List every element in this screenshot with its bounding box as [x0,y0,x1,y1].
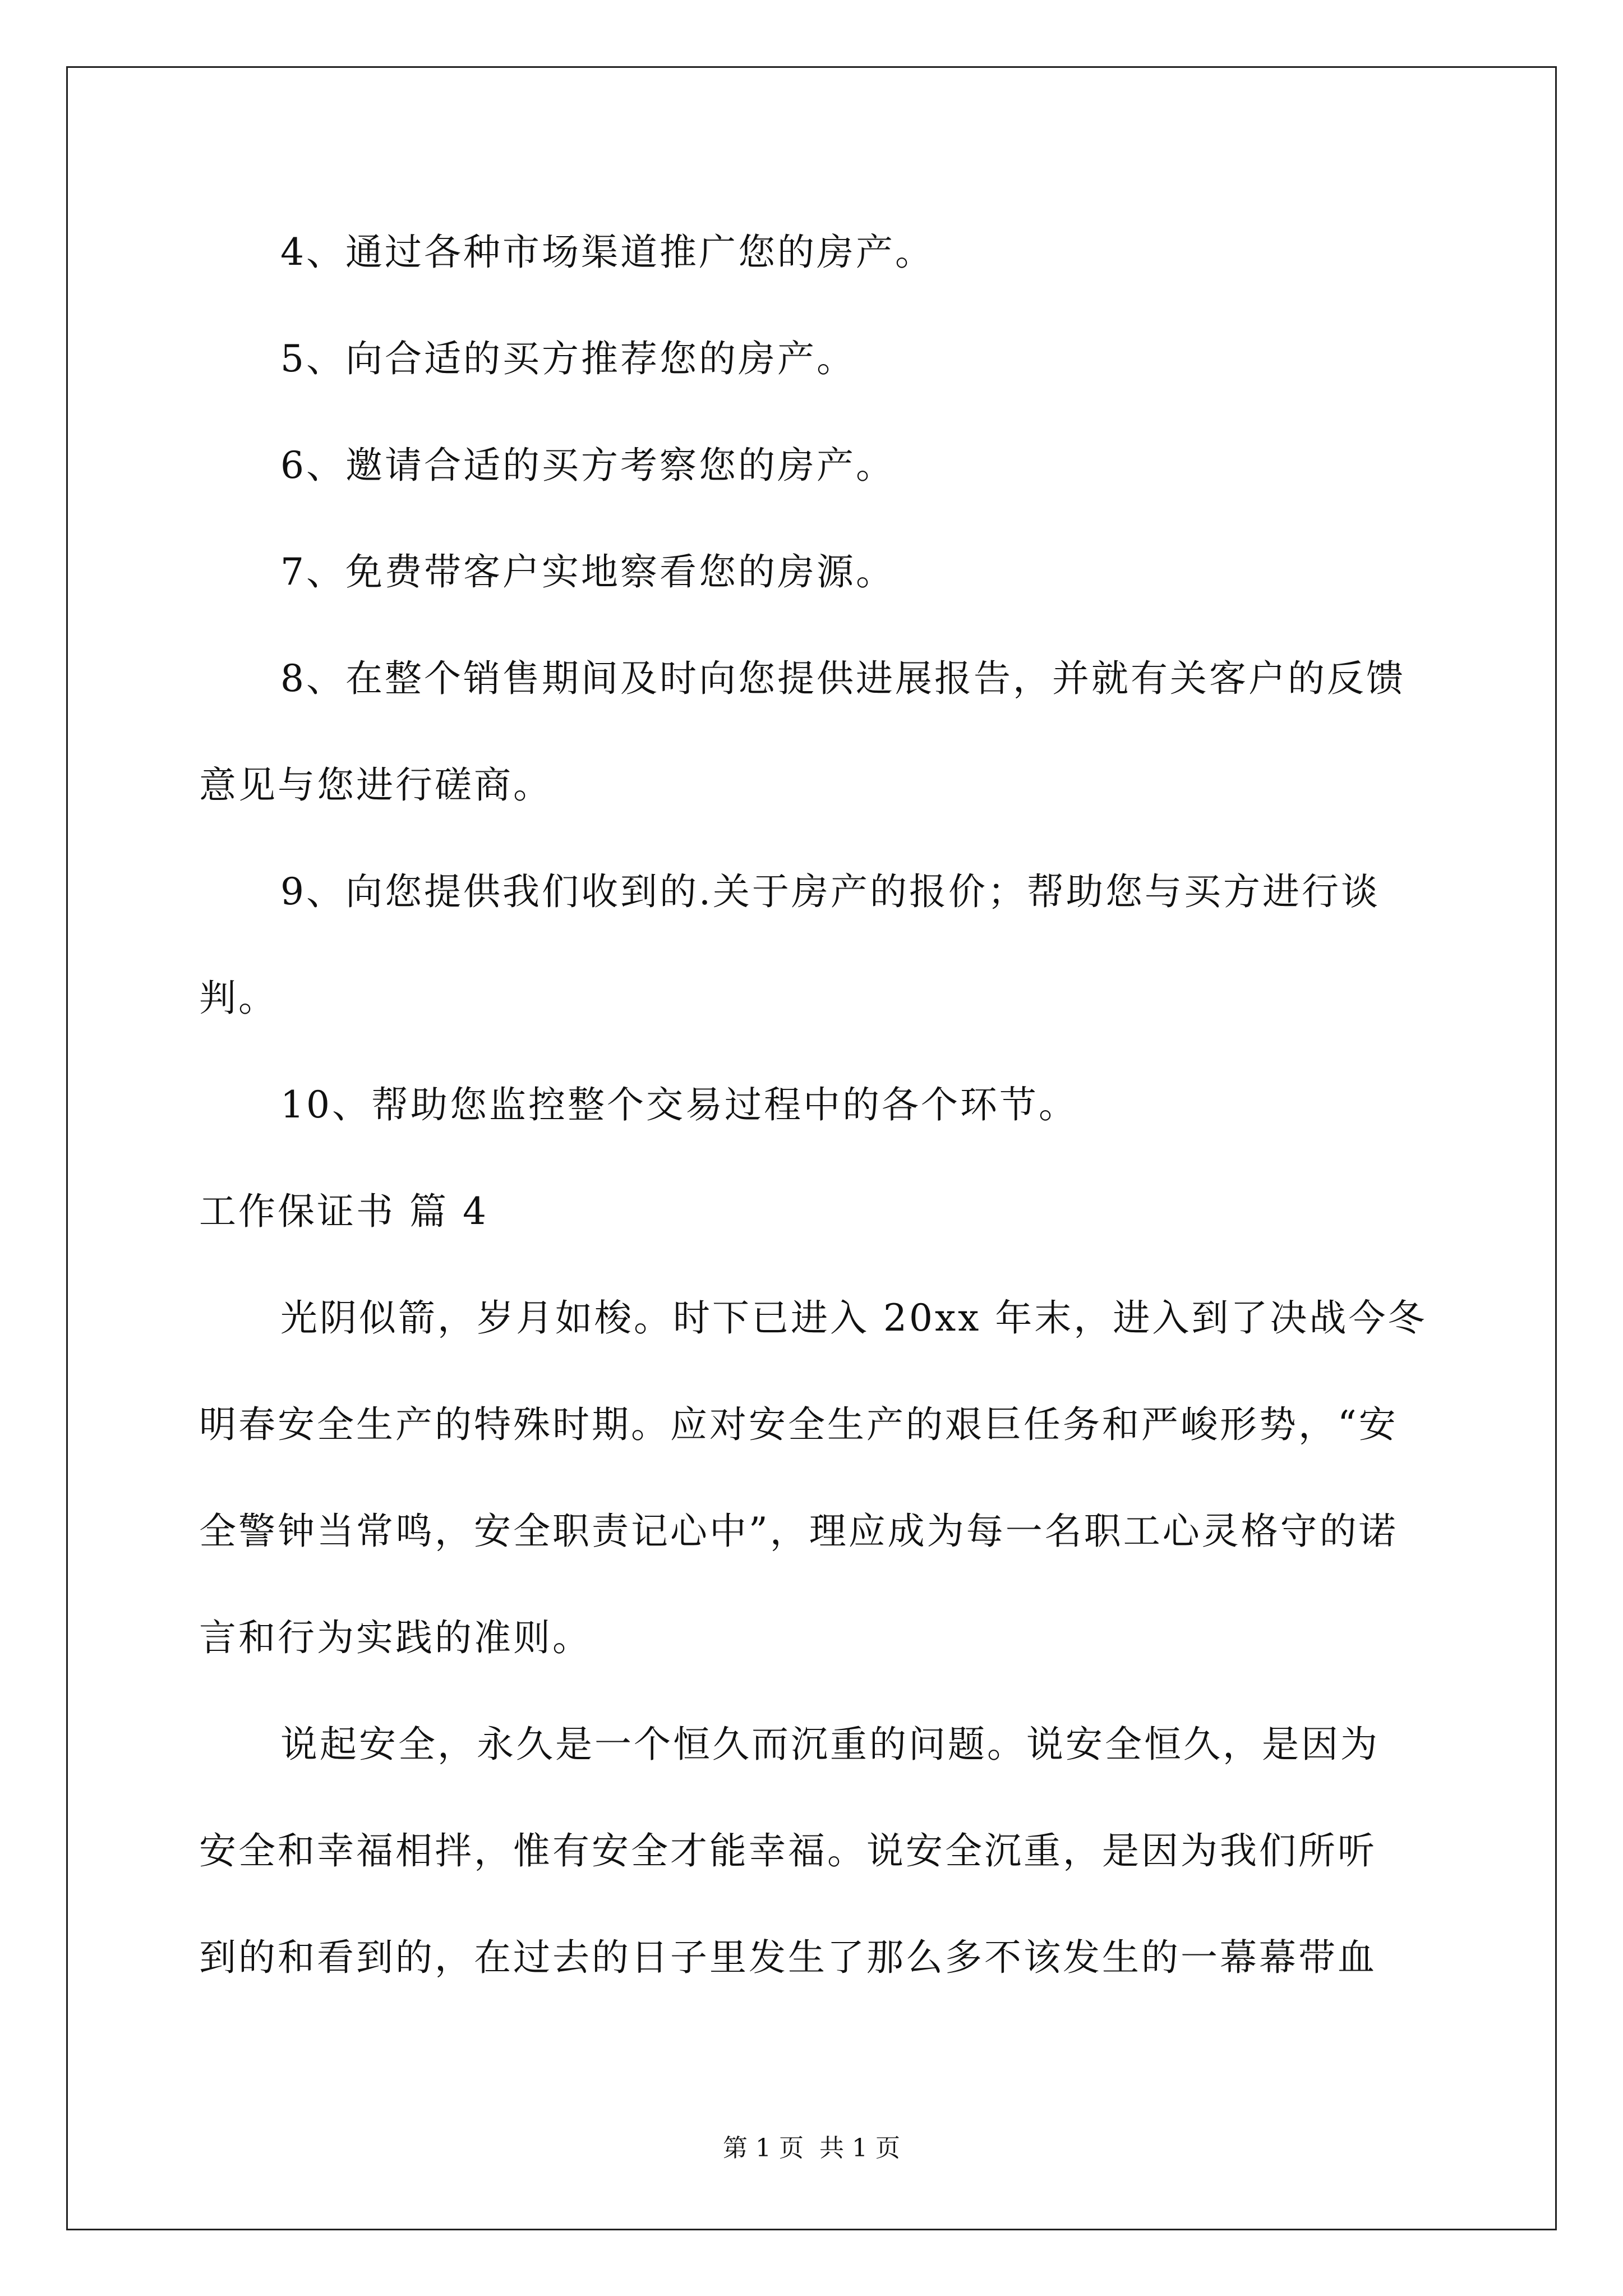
list-item-8-line-2: 意见与您进行磋商。 [199,763,552,807]
paragraph-2-line-2: 安全和幸福相拌，惟有安全才能幸福。说安全沉重，是因为我们所听 [199,1829,1377,1872]
list-item-5: 5、向合适的买方推荐您的房产。 [280,337,856,380]
paragraph-2-line-1: 说起安全，永久是一个恒久而沉重的问题。说安全恒久，是因为 [280,1723,1380,1766]
list-item-10: 10、帮助您监控整个交易过程中的各个环节。 [280,1083,1078,1126]
paragraph-1-line-2: 明春安全生产的特殊时期。应对安全生产的艰巨任务和严峻形势，“安 [199,1403,1398,1446]
paragraph-1-line-1: 光阴似箭，岁月如梭。时下已进入 20xx 年末，进入到了决战今冬 [280,1296,1427,1340]
section-heading: 工作保证书 篇 4 [199,1190,488,1233]
page-total: 共 1 页 [819,2134,900,2162]
list-item-8-line-1: 8、在整个销售期间及时向您提供进展报告，并就有关客户的反馈 [280,657,1405,700]
list-item-6: 6、邀请合适的买方考察您的房产。 [280,444,895,487]
paragraph-1-line-4: 言和行为实践的准则。 [199,1616,592,1659]
list-item-7: 7、免费带客户实地察看您的房源。 [280,550,895,593]
paragraph-1-line-3: 全警钟当常鸣，安全职责记心中”，理应成为每一名职工心灵格守的诺 [199,1510,1398,1553]
page-number: 第 1 页 [723,2134,804,2162]
list-item-9-line-1: 9、向您提供我们收到的.关于房产的报价；帮助您与买方进行谈 [280,870,1380,913]
page-border [66,66,1557,2230]
paragraph-2-line-3: 到的和看到的，在过去的日子里发生了那么多不该发生的一幕幕带血 [199,1936,1377,1979]
list-item-9-line-2: 判。 [199,977,278,1020]
list-item-4: 4、通过各种市场渠道推广您的房产。 [280,231,934,274]
page-footer [0,2133,1623,2164]
